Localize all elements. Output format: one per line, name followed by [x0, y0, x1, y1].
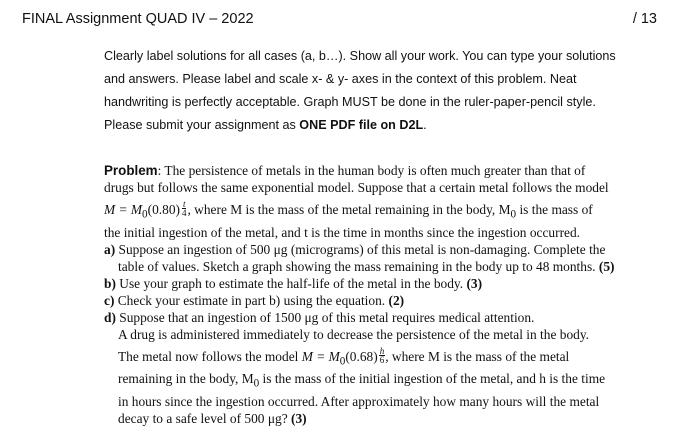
model-eq-base: (0.80) — [147, 202, 180, 217]
part-d-line2: remaining in the body, M — [118, 371, 254, 387]
part-d-label: d) — [104, 309, 116, 325]
part-d-line: in hours since the ingestion occurred. After approximately how many hours will the metal — [118, 394, 600, 410]
model-eq-desc2: is the mass of — [516, 202, 593, 217]
part-d-model-m: M = M — [301, 348, 340, 364]
model-eq-desc: , where M is the mass of the metal remaining in the body, M — [187, 202, 511, 217]
part-d-model-post: , where M is the mass of the metal — [385, 348, 570, 364]
part-a-points: (5) — [595, 258, 615, 274]
part-b-text: Use your graph to estimate the half-life of the metal in the body. — [115, 275, 464, 291]
part-d-line — [104, 410, 664, 427]
part-c-points: (2) — [385, 292, 405, 308]
part-a-line — [104, 258, 664, 275]
part-c-line — [104, 292, 664, 309]
part-a-text2: table of values. Sketch a graph showing the mass remaining in the body up to 48 months. — [118, 258, 596, 274]
part-d-line4: decay to a safe level of 500 μg? — [118, 411, 288, 427]
part-d-line — [104, 309, 664, 326]
model-eq-desc-sub: 0 — [510, 208, 517, 221]
problem-intro-line: drugs but follows the same exponential model. Suppose that a certain metal follows the model — [104, 180, 609, 195]
instructions — [104, 45, 664, 137]
part-d-model-exp-den: 6 — [379, 354, 385, 365]
part-d-line2-post: is the mass of the initial ingestion of the metal, and h is the time — [259, 371, 606, 387]
problem-intro-line — [104, 162, 664, 179]
problem-intro-text: : The persistence of metals in the human body is often much greater than that of — [157, 163, 586, 178]
part-b-points: (3) — [463, 275, 483, 291]
part-c-label: c) — [104, 292, 115, 308]
problem-label: Problem — [104, 163, 158, 178]
part-d-line2-sub: 0 — [253, 378, 260, 391]
part-d-model-sub: 0 — [339, 355, 346, 368]
part-d-model-exponent — [379, 347, 386, 364]
part-b-label: b) — [104, 275, 116, 291]
part-d-model-base: (0.68) — [345, 348, 378, 364]
instructions-line: and answers. Please label and scale x- & y- axes in the context of this problem. Neat — [104, 72, 577, 86]
instructions-line: handwriting is perfectly acceptable. Graph MUST be done in the ruler-paper-pencil style. — [104, 95, 596, 109]
part-d-model-exp-num: h — [379, 345, 385, 356]
instructions-line — [104, 114, 664, 137]
part-a-label: a) — [104, 241, 116, 257]
problem-block — [104, 162, 664, 427]
part-b-line — [104, 275, 664, 292]
instructions-submit-bold: ONE PDF file on D2L — [299, 118, 424, 132]
model-eq-exp-den: 4 — [181, 208, 187, 218]
model-equation-line — [104, 200, 664, 224]
part-d-model-line — [104, 347, 664, 371]
part-d-line — [104, 370, 664, 393]
page-title: FINAL Assignment QUAD IV – 2022 — [22, 11, 254, 27]
model-eq-m: M = M — [104, 202, 143, 217]
total-marks: / 13 — [632, 11, 657, 27]
model-eq-exponent — [181, 200, 188, 217]
part-d-line: A drug is administered immediately to decrease the persistence of the metal in the body. — [118, 326, 590, 342]
model-description-line: the initial ingestion of the metal, and t is the time in months since the ingestion occurred. — [104, 224, 581, 240]
model-eq-sub: 0 — [142, 208, 148, 221]
part-d-text: Suppose that an ingestion of 1500 μg of this metal requires medical attention. — [115, 309, 535, 325]
instructions-submit-suffix: . — [423, 118, 427, 132]
part-d-points: (3) — [287, 411, 307, 427]
instructions-submit-prefix: Please submit your assignment as — [104, 118, 300, 132]
part-a-text: Suppose an ingestion of 500 μg (micrograms) of this metal is non-damaging. Complete the — [115, 241, 606, 257]
part-d-model-pre: The metal now follows the model — [118, 348, 302, 364]
model-eq-exp-num: t — [182, 199, 186, 209]
part-a-line — [104, 241, 664, 258]
instructions-line: Clearly label solutions for all cases (a, b…). Show all your work. You can type your solutions — [104, 49, 616, 63]
part-c-text: Check your estimate in part b) using the equation. — [114, 292, 386, 308]
